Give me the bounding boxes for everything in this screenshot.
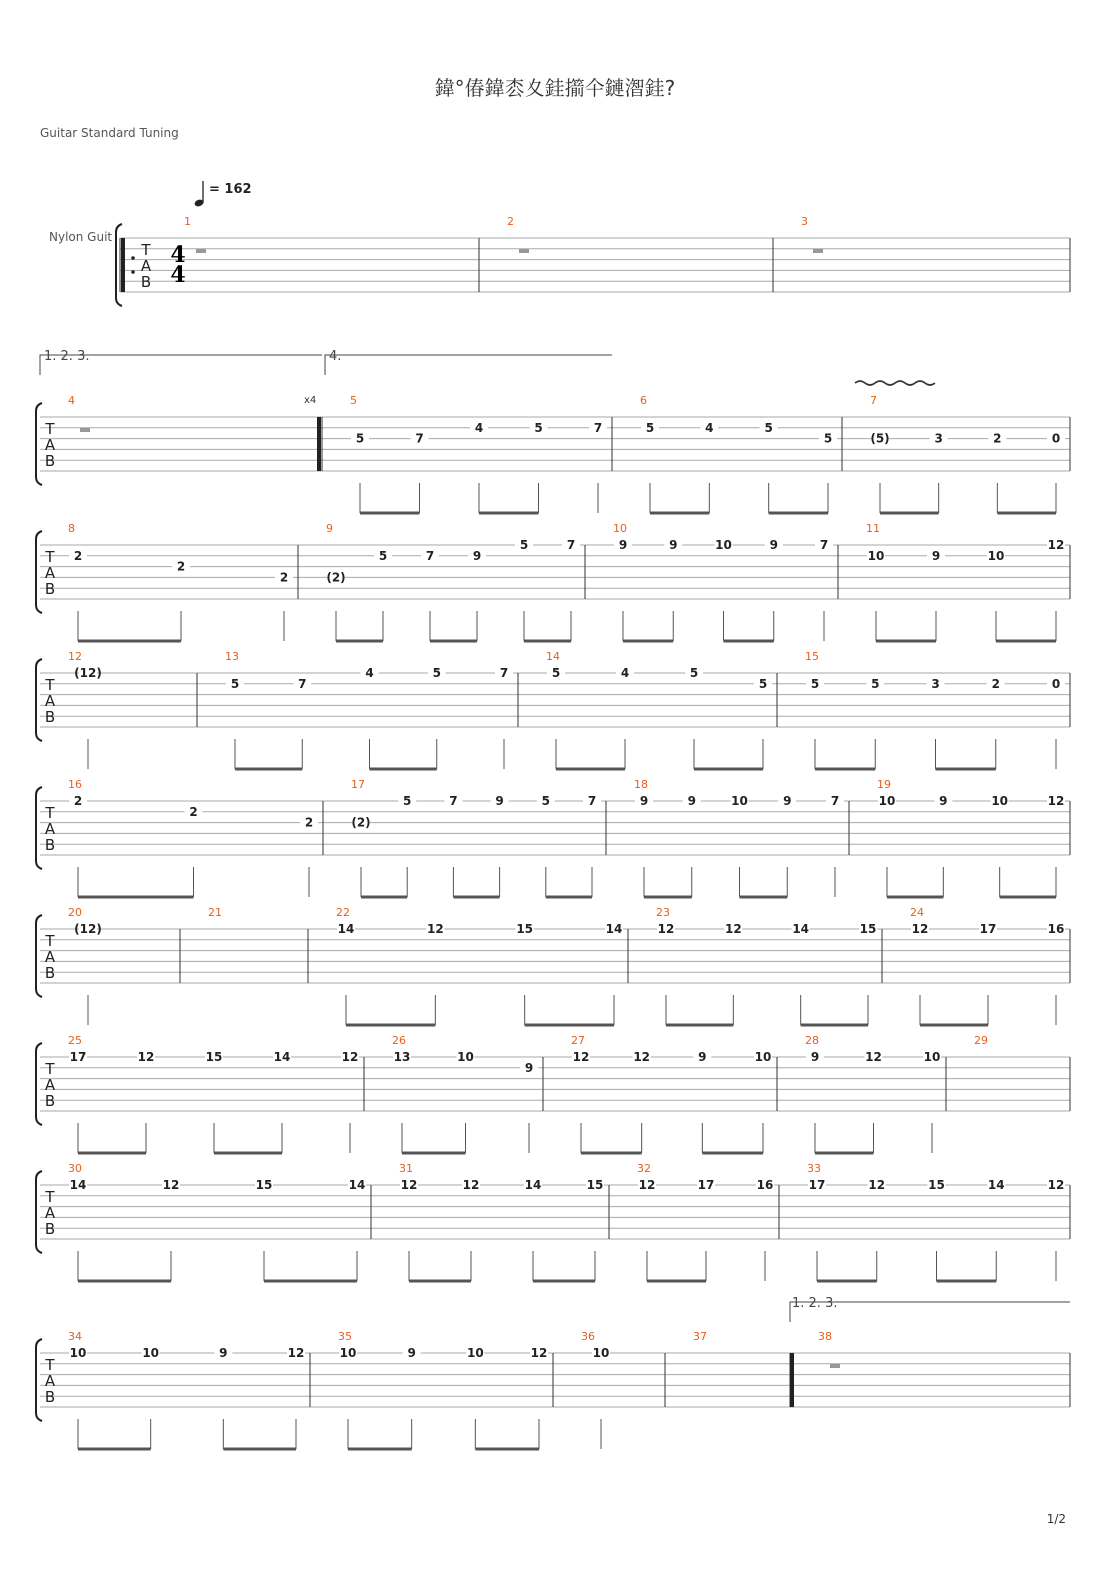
measure-number: 10 — [613, 522, 627, 535]
fret-number: 15 — [859, 922, 877, 936]
fret-number: 9 — [639, 794, 649, 808]
fret-number: 15 — [586, 1178, 604, 1192]
fret-number: 15 — [205, 1050, 223, 1064]
tab-clef-letter: T — [141, 241, 151, 259]
fret-number: (2) — [351, 815, 371, 830]
measure-number: 4 — [68, 394, 75, 407]
measure-number: 21 — [208, 906, 222, 919]
tab-clef-letter: A — [44, 1204, 56, 1222]
fret-number: 5 — [823, 431, 833, 446]
fret-number: 12 — [287, 1346, 305, 1360]
fret-number: 12 — [1047, 538, 1065, 552]
tab-clef-letter: T — [45, 420, 55, 438]
fret-number: 12 — [868, 1178, 886, 1192]
fret-number: (12) — [74, 666, 102, 680]
fret-number: 10 — [731, 794, 748, 808]
measure-number: 23 — [656, 906, 670, 919]
whole-rest — [813, 249, 823, 253]
fret-number: 5 — [758, 676, 768, 691]
fret-number: 14 — [348, 1178, 366, 1192]
volta-label-second: 4. — [329, 349, 342, 364]
measure-number: 12 — [68, 650, 82, 663]
measure-number: 34 — [68, 1330, 82, 1343]
tab-clef-letter: B — [44, 836, 56, 854]
fret-number: 10 — [923, 1050, 941, 1064]
fret-number: 12 — [426, 922, 444, 936]
measure-number: 11 — [866, 522, 880, 535]
fret-number: 3 — [931, 676, 940, 691]
measure-number: 32 — [637, 1162, 651, 1175]
fret-number: 9 — [698, 1050, 707, 1064]
time-signature-bottom: 4 — [170, 262, 186, 288]
fret-number: 16 — [1047, 922, 1065, 936]
fret-number: 2 — [73, 794, 83, 808]
staff-system — [36, 1034, 1070, 1153]
fret-number: 15 — [928, 1178, 945, 1192]
fret-number: 2 — [189, 804, 198, 819]
measure-number: 13 — [225, 650, 239, 663]
repeat-dot — [131, 256, 135, 260]
measure-number: 20 — [68, 906, 82, 919]
system-bracket — [36, 531, 42, 613]
fret-number: 14 — [69, 1178, 87, 1192]
staff-system — [36, 1330, 1070, 1449]
page-number: 1/2 — [1046, 1512, 1066, 1526]
fret-number: 10 — [991, 794, 1009, 808]
tab-clef-letter: T — [45, 676, 55, 694]
fret-number: 4 — [705, 420, 714, 435]
measure-number: 3 — [801, 215, 808, 228]
fret-number: 9 — [618, 538, 628, 552]
measure-number: 18 — [634, 778, 648, 791]
fret-number: 14 — [337, 922, 355, 936]
fret-number: 5 — [519, 538, 529, 552]
tab-clef-letter: B — [44, 452, 56, 470]
repeat-dot — [131, 270, 135, 274]
staff-system — [36, 906, 1070, 1025]
fret-number: 7 — [830, 794, 840, 808]
fret-number: 4 — [620, 666, 630, 680]
fret-number: (2) — [326, 570, 346, 585]
fret-number: 0 — [1051, 431, 1061, 446]
fret-number: 12 — [162, 1178, 180, 1192]
fret-number: (12) — [74, 922, 102, 936]
measure-number: 5 — [350, 394, 357, 407]
fret-number: 5 — [403, 794, 412, 808]
vibrato-mark — [855, 381, 935, 385]
tempo-marking — [194, 181, 252, 208]
measure-number: 7 — [870, 394, 877, 407]
fret-number: 15 — [255, 1178, 273, 1192]
fret-number: 12 — [911, 922, 929, 936]
fret-number: 12 — [633, 1050, 651, 1064]
staff-systems — [36, 215, 1070, 1449]
fret-number: 10 — [715, 538, 732, 552]
measure-number: 38 — [818, 1330, 832, 1343]
fret-number: 15 — [516, 922, 534, 936]
measure-number: 1 — [184, 215, 191, 228]
tab-clef-letter: A — [44, 1372, 56, 1390]
fret-number: (5) — [870, 431, 890, 446]
whole-rest — [80, 428, 90, 432]
fret-number: 10 — [142, 1346, 160, 1360]
system-bracket — [36, 659, 42, 741]
system-bracket — [36, 787, 42, 869]
fret-number: 12 — [657, 922, 675, 936]
tab-clef-letter: B — [44, 708, 56, 726]
fret-number: 5 — [355, 431, 365, 446]
staff-system — [36, 650, 1070, 769]
tab-clef-letter: A — [44, 1076, 56, 1094]
tab-clef-letter: T — [45, 1188, 55, 1206]
tab-clef-letter: A — [44, 820, 56, 838]
fret-number: 5 — [230, 676, 240, 691]
fret-number: 14 — [987, 1178, 1005, 1192]
measure-number: 33 — [807, 1162, 821, 1175]
fret-number: 5 — [764, 420, 773, 435]
fret-number: 12 — [1047, 1178, 1065, 1192]
fret-number: 9 — [939, 794, 948, 808]
fret-number: 12 — [462, 1178, 480, 1192]
staff-system — [36, 1162, 1070, 1281]
fret-number: 2 — [304, 815, 314, 830]
measure-number: 31 — [399, 1162, 413, 1175]
measure-number: 26 — [392, 1034, 406, 1047]
fret-number: 10 — [592, 1346, 610, 1360]
measure-number: 29 — [974, 1034, 988, 1047]
fret-number: 9 — [524, 1060, 534, 1075]
staff-system — [116, 215, 1070, 306]
fret-number: 13 — [393, 1050, 411, 1064]
fret-number: 5 — [551, 666, 561, 680]
fret-number: 5 — [432, 666, 441, 680]
fret-number: 17 — [69, 1050, 87, 1064]
tuning-label: Guitar Standard Tuning — [40, 126, 179, 140]
time-signature-top: 4 — [170, 242, 186, 268]
fret-number: 17 — [979, 922, 997, 936]
fret-number: 14 — [792, 922, 810, 936]
whole-rest — [519, 249, 529, 253]
staff-system — [36, 522, 1070, 641]
fret-number: 10 — [878, 794, 896, 808]
measure-number: 25 — [68, 1034, 82, 1047]
fret-number: 4 — [474, 420, 484, 435]
fret-number: 4 — [365, 666, 374, 680]
fret-number: 9 — [810, 1050, 820, 1064]
system-bracket — [36, 1043, 42, 1125]
measure-number: 9 — [326, 522, 333, 535]
fret-number: 5 — [541, 794, 550, 808]
fret-number: 7 — [566, 538, 576, 552]
tab-clef-letter: B — [140, 273, 152, 291]
volta-bracket-second — [325, 355, 612, 375]
whole-rest — [830, 1364, 840, 1368]
measure-number: 17 — [351, 778, 365, 791]
fret-number: 10 — [466, 1346, 484, 1360]
measure-number: 22 — [336, 906, 350, 919]
measure-number: 36 — [581, 1330, 595, 1343]
fret-number: 10 — [867, 548, 885, 563]
tab-clef-letter: A — [44, 564, 56, 582]
fret-number: 9 — [219, 1346, 228, 1360]
fret-number: 2 — [993, 431, 1002, 446]
tab-clef-letter: T — [45, 548, 55, 566]
fret-number: 12 — [638, 1178, 656, 1192]
fret-number: 5 — [871, 676, 880, 691]
volta-label-first: 1. 2. 3. — [44, 349, 90, 364]
measure-number: 8 — [68, 522, 75, 535]
tab-clef-letter: B — [44, 1388, 56, 1406]
fret-number: 5 — [645, 420, 655, 435]
fret-number: 10 — [754, 1050, 772, 1064]
fret-number: 9 — [407, 1346, 416, 1360]
fret-number: 7 — [449, 794, 458, 808]
measure-number: 24 — [910, 906, 924, 919]
volta-label-last: 1. 2. 3. — [792, 1296, 838, 1311]
fret-number: 7 — [499, 666, 509, 680]
staff-system — [36, 778, 1070, 897]
fret-number: 17 — [697, 1178, 715, 1192]
measure-number: 30 — [68, 1162, 82, 1175]
fret-number: 2 — [73, 548, 83, 563]
fret-number: 9 — [769, 538, 778, 552]
tab-clef-letter: A — [44, 436, 56, 454]
system-bracket — [36, 403, 42, 485]
fret-number: 10 — [457, 1050, 474, 1064]
fret-number: 2 — [176, 559, 186, 574]
fret-number: 10 — [69, 1346, 87, 1360]
system-bracket — [36, 915, 42, 997]
fret-number: 12 — [865, 1050, 882, 1064]
fret-number: 7 — [425, 548, 435, 563]
tab-clef-letter: B — [44, 580, 56, 598]
tab-clef-letter: A — [44, 948, 56, 966]
measure-number: 14 — [546, 650, 560, 663]
fret-number: 0 — [1051, 676, 1061, 691]
tab-clef-letter: A — [44, 692, 56, 710]
fret-number: 9 — [783, 794, 792, 808]
fret-number: 2 — [279, 570, 289, 585]
fret-number: 5 — [689, 666, 699, 680]
tab-clef-letter: T — [45, 804, 55, 822]
measure-number: 19 — [877, 778, 891, 791]
fret-number: 7 — [298, 676, 307, 691]
tab-clef-letter: A — [140, 257, 152, 275]
measure-number: 6 — [640, 394, 647, 407]
fret-number: 7 — [819, 538, 829, 552]
fret-number: 12 — [572, 1050, 590, 1064]
tab-clef-letter: T — [45, 1356, 55, 1374]
fret-number: 12 — [341, 1050, 359, 1064]
measure-number: 2 — [507, 215, 514, 228]
measure-number: 37 — [693, 1330, 707, 1343]
fret-number: 12 — [137, 1050, 155, 1064]
fret-number: 12 — [1047, 794, 1065, 808]
fret-number: 7 — [415, 431, 424, 446]
fret-number: 12 — [724, 922, 742, 936]
fret-number: 9 — [687, 794, 696, 808]
fret-number: 9 — [669, 538, 678, 552]
fret-number: 9 — [495, 794, 504, 808]
fret-number: 5 — [810, 676, 820, 691]
measure-number: 35 — [338, 1330, 352, 1343]
measure-number: 28 — [805, 1034, 819, 1047]
tab-clef-letter: T — [45, 1060, 55, 1078]
song-title: 鍏°偆鍏枩夊銈擶仐鏈潪銈? — [434, 76, 676, 100]
system-bracket — [36, 1171, 42, 1253]
tab-clef-letter: B — [44, 964, 56, 982]
fret-number: 5 — [378, 548, 388, 563]
fret-number: 16 — [756, 1178, 774, 1192]
staff-system — [36, 394, 1070, 513]
whole-rest — [196, 249, 206, 253]
fret-number: 17 — [808, 1178, 826, 1192]
tab-clef-letter: B — [44, 1092, 56, 1110]
measure-number: 27 — [571, 1034, 585, 1047]
fret-number: 7 — [593, 420, 603, 435]
tempo-value: = 162 — [209, 182, 252, 197]
fret-number: 10 — [339, 1346, 357, 1360]
tab-clef-letter: B — [44, 1220, 56, 1238]
fret-number: 14 — [605, 922, 623, 936]
system-bracket — [36, 1339, 42, 1421]
measure-number: 15 — [805, 650, 819, 663]
fret-number: 5 — [534, 420, 543, 435]
tab-clef-letter: T — [45, 932, 55, 950]
fret-number: 9 — [472, 548, 482, 563]
fret-number: 2 — [991, 676, 1000, 691]
measure-number: 16 — [68, 778, 82, 791]
fret-number: 3 — [934, 431, 943, 446]
instrument-label: Nylon Guit — [49, 230, 113, 244]
repeat-count: x4 — [304, 395, 317, 406]
fret-number: 10 — [987, 548, 1005, 563]
fret-number: 7 — [587, 794, 597, 808]
fret-number: 14 — [524, 1178, 542, 1192]
fret-number: 12 — [530, 1346, 548, 1360]
fret-number: 9 — [931, 548, 941, 563]
fret-number: 14 — [273, 1050, 291, 1064]
fret-number: 12 — [400, 1178, 418, 1192]
